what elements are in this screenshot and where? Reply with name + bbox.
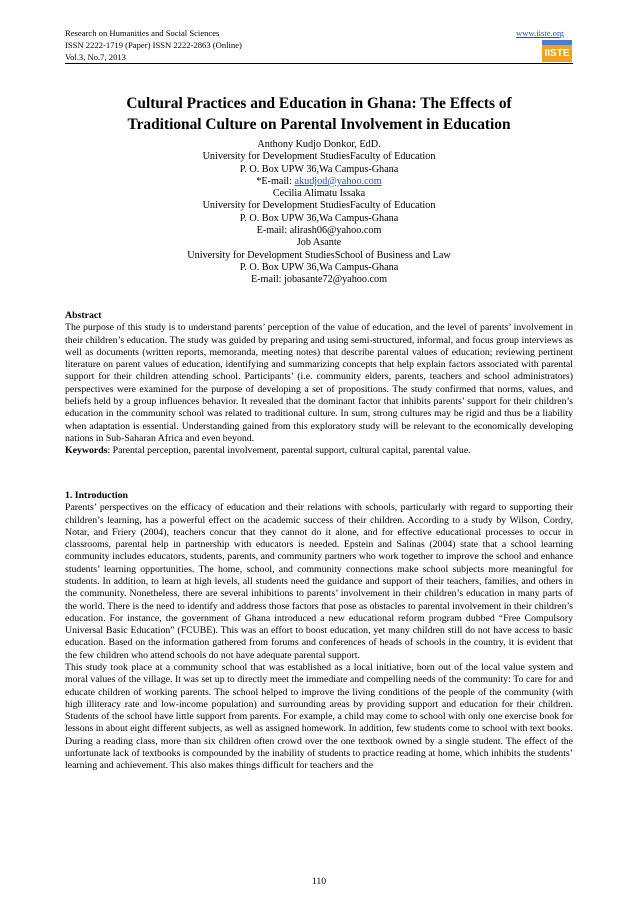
author-2-affiliation: University for Development StudiesFaculty of Education	[202, 200, 436, 212]
author-3-address: P. O. Box UPW 36,Wa Campus-Ghana	[239, 261, 399, 273]
header-rule	[65, 63, 573, 64]
author-1-email-label: *E-mail:	[256, 175, 295, 187]
introduction-paragraph-1: Parents’ perspectives on the efficacy of education and their relations with schools, particularly with regard to supporting their children’s learning, has a powerful effect on the academic success of their children. According to a study by Wilson, Cordry, Notar, and Friery (2004), teachers concur that they cannot do it alone, and for effective educational processes to occur in classrooms, parental help in partnership with educators is needed. Epstein and Salinas (2004) state that a school learning community includes educators, students, parents, and community partners who work together to improve the school and enhance students’ learning opportunities. The home, school, and community connections make school subjects more meaningful for students. In addition, to learn at high levels, all students need the guidance and support of their teachers, families, and others in the community. Nonetheless, there are several inhibitions to parents’ involvement in their children’s education in many parts of the world. There is the need to identify and address those factors that pose as obstacles to parental involvement in their children’s education. For instance, the government of Ghana introduced a new educational reform program dubbed “Free Compulsory Universal Basic Education” (FCUBE). This was an effort to boost education, yet many children still do not have access to basic education. Based on the information gathered from forums and conferences of heads of schools in the country, it is evident that the few children who attend schools do not have adequate parental support.	[65, 502, 573, 661]
author-3-name: Job Asante	[296, 237, 342, 249]
author-1-name: Anthony Kudjo Donkor, EdD.	[257, 139, 381, 150]
author-1-address: P. O. Box UPW 36,Wa Campus-Ghana	[239, 163, 399, 175]
author-2-name: Cecilia Alimatu Issaka	[272, 188, 366, 200]
introduction-paragraph-2: This study took place at a community school that was established as a local initiative, born out of the local value system and moral values of the village. It was set up to directly meet the immediate and compelling needs of the community: To care for and educate children of working parents. The school helped to improve the living conditions of the people of the community (with high illiteracy rate and low-income population) and surrounding areas by providing support and education for their children. Students of the school have little support from parents. For example, a child may come to school with only one exercise book for lessons in about eight different subjects, as well as assigned homework. In addition, few students come to school with text books. During a reading class, more than six children often crowd over the one textbook owned by a single student. The effect of the unfortunate lack of textbooks is compounded by the inability of students to practice reading at home, which inhibits the students’ learning and achievement. This also makes things difficult for teachers and the	[65, 661, 573, 772]
journal-name: Research on Humanities and Social Sciences	[65, 28, 220, 38]
author-block	[65, 139, 573, 287]
author-1-email-link[interactable]: akudjod@yahoo.com	[294, 175, 382, 187]
volume-line: Vol.3, No.7, 2013	[65, 52, 126, 62]
iiste-logo	[542, 40, 572, 62]
author-2-email: E-mail: alirash06@yahoo.com	[256, 225, 382, 237]
logo-text: IISTE	[542, 45, 572, 62]
abstract-section	[65, 310, 573, 457]
introduction-section	[65, 490, 573, 772]
author-2-address: P. O. Box UPW 36,Wa Campus-Ghana	[239, 212, 399, 224]
keywords-line	[65, 445, 573, 457]
page-number: 110	[311, 876, 327, 887]
keywords-text: : Parental perception, parental involvement, parental support, cultural capital, parental value.	[107, 445, 471, 457]
journal-url-link[interactable]: www.iiste.org	[516, 28, 564, 38]
title-line-1: Cultural Practices and Education in Ghana: The Effects of	[126, 95, 512, 112]
title-line-2: Traditional Culture on Parental Involvement in Education	[127, 116, 511, 133]
keywords-label: Keywords	[65, 445, 108, 457]
author-1-email-line	[65, 176, 573, 188]
author-3-affiliation: University for Development StudiesSchool of Business and Law	[187, 249, 451, 261]
abstract-heading: Abstract	[65, 310, 102, 321]
author-3-email: E-mail: jobasante72@yahoo.com	[250, 274, 388, 286]
author-1-affiliation: University for Development StudiesFaculty of Education	[202, 151, 436, 163]
paper-title	[65, 93, 573, 135]
abstract-text: The purpose of this study is to understand parents’ perception of the value of education, and the level of parents’ involvement in their children’s education. The study was guided by preparing and using semi-structured, informal, and focus group interviews as well as documents (written reports, memoranda, meeting notes) that describe parental values of education; reviewing pertinent literature on parent values of education, identifying and summarizing concepts that help explain factors associated with parental support for their children attending school. Participants’ (i.e. community elders, parents, teachers and school administrators) perspectives were examined for the purpose of developing a set of propositions. The study confirmed that norms, values, and beliefs held by a group influences behavior. It revealed that the dominant factor that inhibits parents’ support for their children’s education in the community school was related to traditional culture. In sum, strong cultures may be rigid and thus be a liability when adaptation is essential. Understanding gained from this exploratory study will be relevant to the economically developing nations in Sub-Saharan Africa and even beyond.	[65, 322, 573, 444]
introduction-heading: 1. Introduction	[65, 490, 128, 501]
issn-line: ISSN 2222-1719 (Paper) ISSN 2222-2863 (Online)	[65, 40, 242, 50]
